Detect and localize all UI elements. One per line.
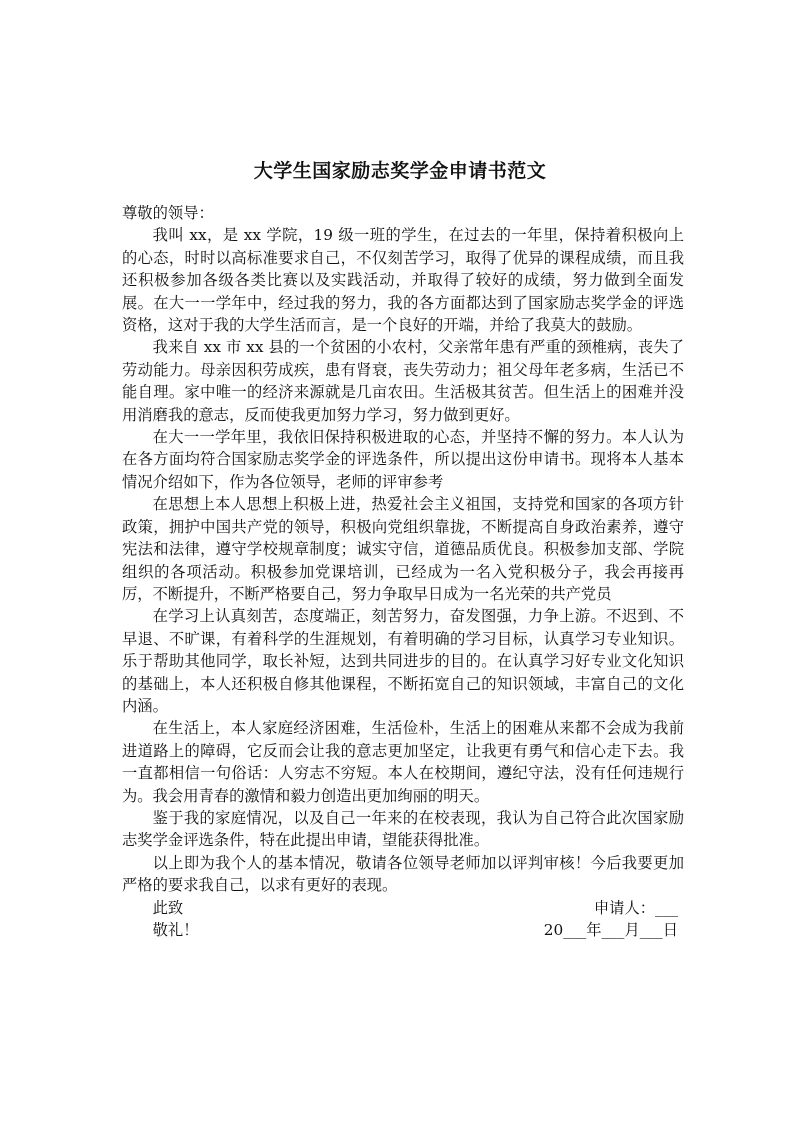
paragraph-application-reason: 在大一一学年里，我依旧保持积极进取的心态，并坚持不懈的努力。本人认为在各方面均符合国家励志奖学金的评选条件，所以提出这份申请书。现将本人基本情况介绍如下，作为各位领导，老师的评审参考 [122, 428, 684, 491]
signature-block [544, 897, 678, 942]
paragraph-study: 在学习上认真刻苦，态度端正，刻苦努力，奋发图强，力争上游。不迟到、不早退、不旷课，有着科学的生涯规划，有着明确的学习目标，认真学习专业知识。乐于帮助其他同学，取长补短，达到共同进步的目的。在认真学习好专业文化知识的基础上，本人还积极自修其他课程，不断拓宽自己的知识领域，丰富自己的文化内涵。 [122, 607, 684, 715]
closing-cizhi: 此致 [152, 898, 184, 917]
paragraph-closing: 以上即为我个人的基本情况，敬请各位领导老师加以评判审核！今后我要更加严格的要求我自己，以求有更好的表现。 [122, 853, 684, 895]
salutation: 尊敬的领导： [122, 204, 214, 222]
date-line: 20___年___月___日 [543, 921, 678, 940]
applicant-line: 申请人：___ [593, 899, 678, 917]
paragraph-introduction: 我叫 xx，是 xx 学院，19 级一班的学生，在过去的一年里，保持着积极向上的心态，时时以高标准要求自己，不仅刻苦学习，取得了优异的课程成绩，而且我还积极参加各级各类比赛以及实践活动，并取得了较好的成绩，努力做到全面发展。在大一一学年中，经过我的努力，我的各方面都达到了国家励志奖学金的评选资格，这对于我的大学生活而言，是一个良好的开端，并给了我莫大的鼓励。 [122, 226, 684, 335]
paragraph-ideology: 在思想上本人思想上积极上进，热爱社会主义祖国，支持党和国家的各项方针政策，拥护中国共产党的领导，积极向党组织靠拢，不断提高自身政治素养，遵守宪法和法律，遵守学校规章制度；诚实守信，道德品质优良。积极参加支部、学院组织的各项活动。积极参加党课培训，已经成为一名入党积极分子，我会再接再厉，不断提升，不断严格要自己，努力争取早日成为一名光荣的共产党员 [122, 495, 684, 603]
document-title: 大学生国家励志奖学金申请书范文 [253, 160, 547, 182]
paragraph-family-background: 我来自 xx 市 xx 县的一个贫困的小农村，父亲常年患有严重的颈椎病，丧失了劳动能力。母亲因积劳成疾，患有肾衰，丧失劳动力；祖父母年老多病，生活已不能自理。家中唯一的经济来源就是几亩农田。生活极其贫苦。但生活上的困难并没用消磨我的意志，反而使我更加努力学习，努力做到更好。 [122, 338, 684, 424]
paragraph-request: 鉴于我的家庭情况，以及自己一年来的在校表现，我认为自己符合此次国家励志奖学金评选条件，特在此提出申请，望能获得批准。 [122, 808, 684, 850]
paragraph-life: 在生活上，本人家庭经济困难，生活俭朴，生活上的困难从来都不会成为我前进道路上的障碍，它反而会让我的意志更加坚定，让我更有勇气和信心走下去。我一直都相信一句俗话：人穷志不穷短。本人在校期间，遵纪守法，没有任何违规行为。我会用青春的激情和毅力创造出更加绚丽的明天。 [122, 719, 684, 805]
document-body [122, 202, 684, 941]
closing-jingli: 敬礼！ [152, 921, 199, 939]
